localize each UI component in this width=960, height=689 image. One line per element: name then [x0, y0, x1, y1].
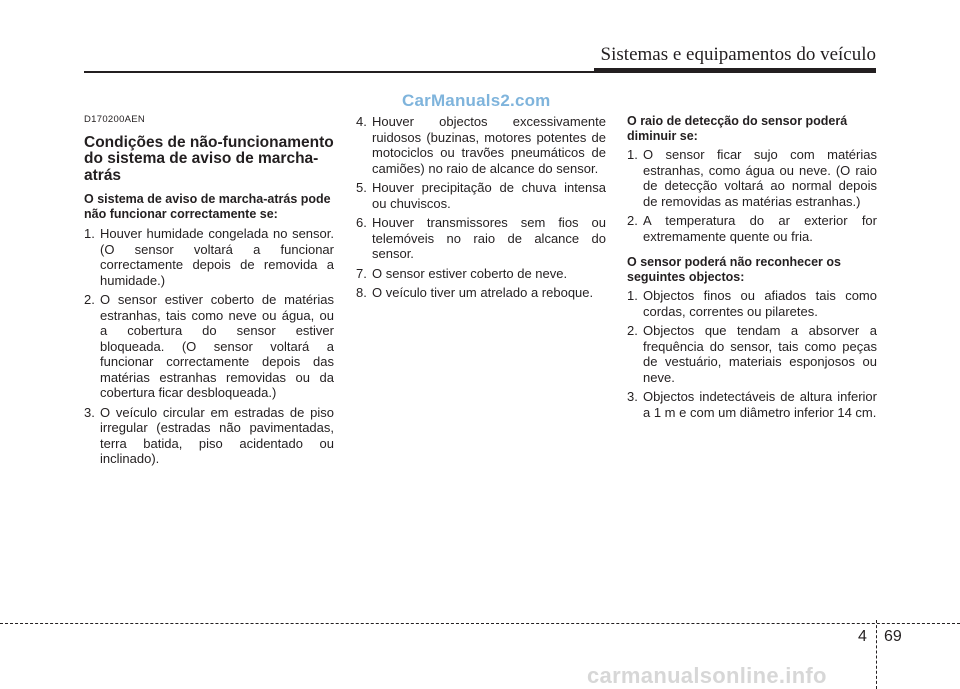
header-rule-accent: [594, 68, 876, 73]
list-item: 7. O sensor estiver coberto de neve.: [356, 265, 568, 281]
objects-list: [627, 288, 877, 420]
list-item: 1. Objectos finos ou afiados tais como cordas, correntes ou pilaretes.: [627, 288, 877, 319]
list-item: 2. A temperatura do ar exterior for extremamente quente ou fria.: [627, 213, 877, 244]
footer-rule: [0, 623, 960, 624]
section-intro: O sistema de aviso de marcha-atrás pode não funcionar correctamente se:: [84, 192, 331, 221]
list-item: 8. O veículo tiver um atrelado a reboque.: [356, 285, 594, 300]
section-title: Condições de não-funcionamento do sistema de aviso de marcha-atrás: [84, 133, 334, 184]
list-item: 5. Houver precipitação de chuva intensa ou chuviscos.: [356, 180, 606, 211]
conditions-list-part2: [356, 114, 606, 301]
list-item: 2. Objectos que tendam a absorver a frequência do sensor, tais como peças de vestuário, materiais esponjosos ou neve.: [627, 323, 877, 385]
running-header-title: Sistemas e equipamentos do veículo: [600, 44, 876, 65]
list-item: 4. Houver objectos excessivamente ruidosos (buzinas, motores potentes de motociclos ou travões pneumáticos de camiões) no raio de alcance do sensor.: [356, 114, 606, 176]
list-item: 2. O sensor estiver coberto de matérias estranhas, tais como neve ou água, ou a cobertura do sensor estiver bloqueada. (O sensor voltará a funcionar correctamente depois das matérias estranhas removidas ou da cobertura ficar desbloqueada.): [84, 292, 334, 400]
range-heading: O raio de detecção do sensor poderá diminuir se:: [627, 114, 848, 143]
watermark-top: CarManuals2.com: [402, 91, 551, 110]
watermark-bottom: carmanualsonline.info: [587, 663, 827, 688]
list-item: 1. O sensor ficar sujo com matérias estranhas, como água ou neve. (O raio de detecção voltará ao normal depois de removidas as matérias estranhas.): [627, 147, 877, 209]
chapter-number: 4: [858, 628, 867, 645]
page-number: 69: [884, 628, 902, 645]
column-middle: [356, 114, 606, 305]
list-item: 1. Houver humidade congelada no sensor. (O sensor voltará a funcionar correctamente depois de removida a humidade.): [84, 226, 334, 288]
page-divider: [876, 620, 877, 689]
list-item: 3. O veículo circular em estradas de piso irregular (estradas não pavimentadas, terra batida, piso acidentado ou inclinado).: [84, 404, 334, 466]
range-list: [627, 147, 877, 244]
section-code: D170200AEN: [84, 114, 146, 125]
list-item: 3. Objectos indetectáveis de altura inferior a 1 m e com um diâmetro inferior 14 cm.: [627, 389, 877, 420]
column-right: [627, 114, 877, 424]
objects-heading: O sensor poderá não reconhecer os seguintes objectos:: [627, 255, 841, 284]
column-left: [84, 112, 334, 471]
list-item: 6. Houver transmissores sem fios ou telemóveis no raio de alcance do sensor.: [356, 215, 606, 261]
conditions-list-part1: [84, 226, 334, 467]
